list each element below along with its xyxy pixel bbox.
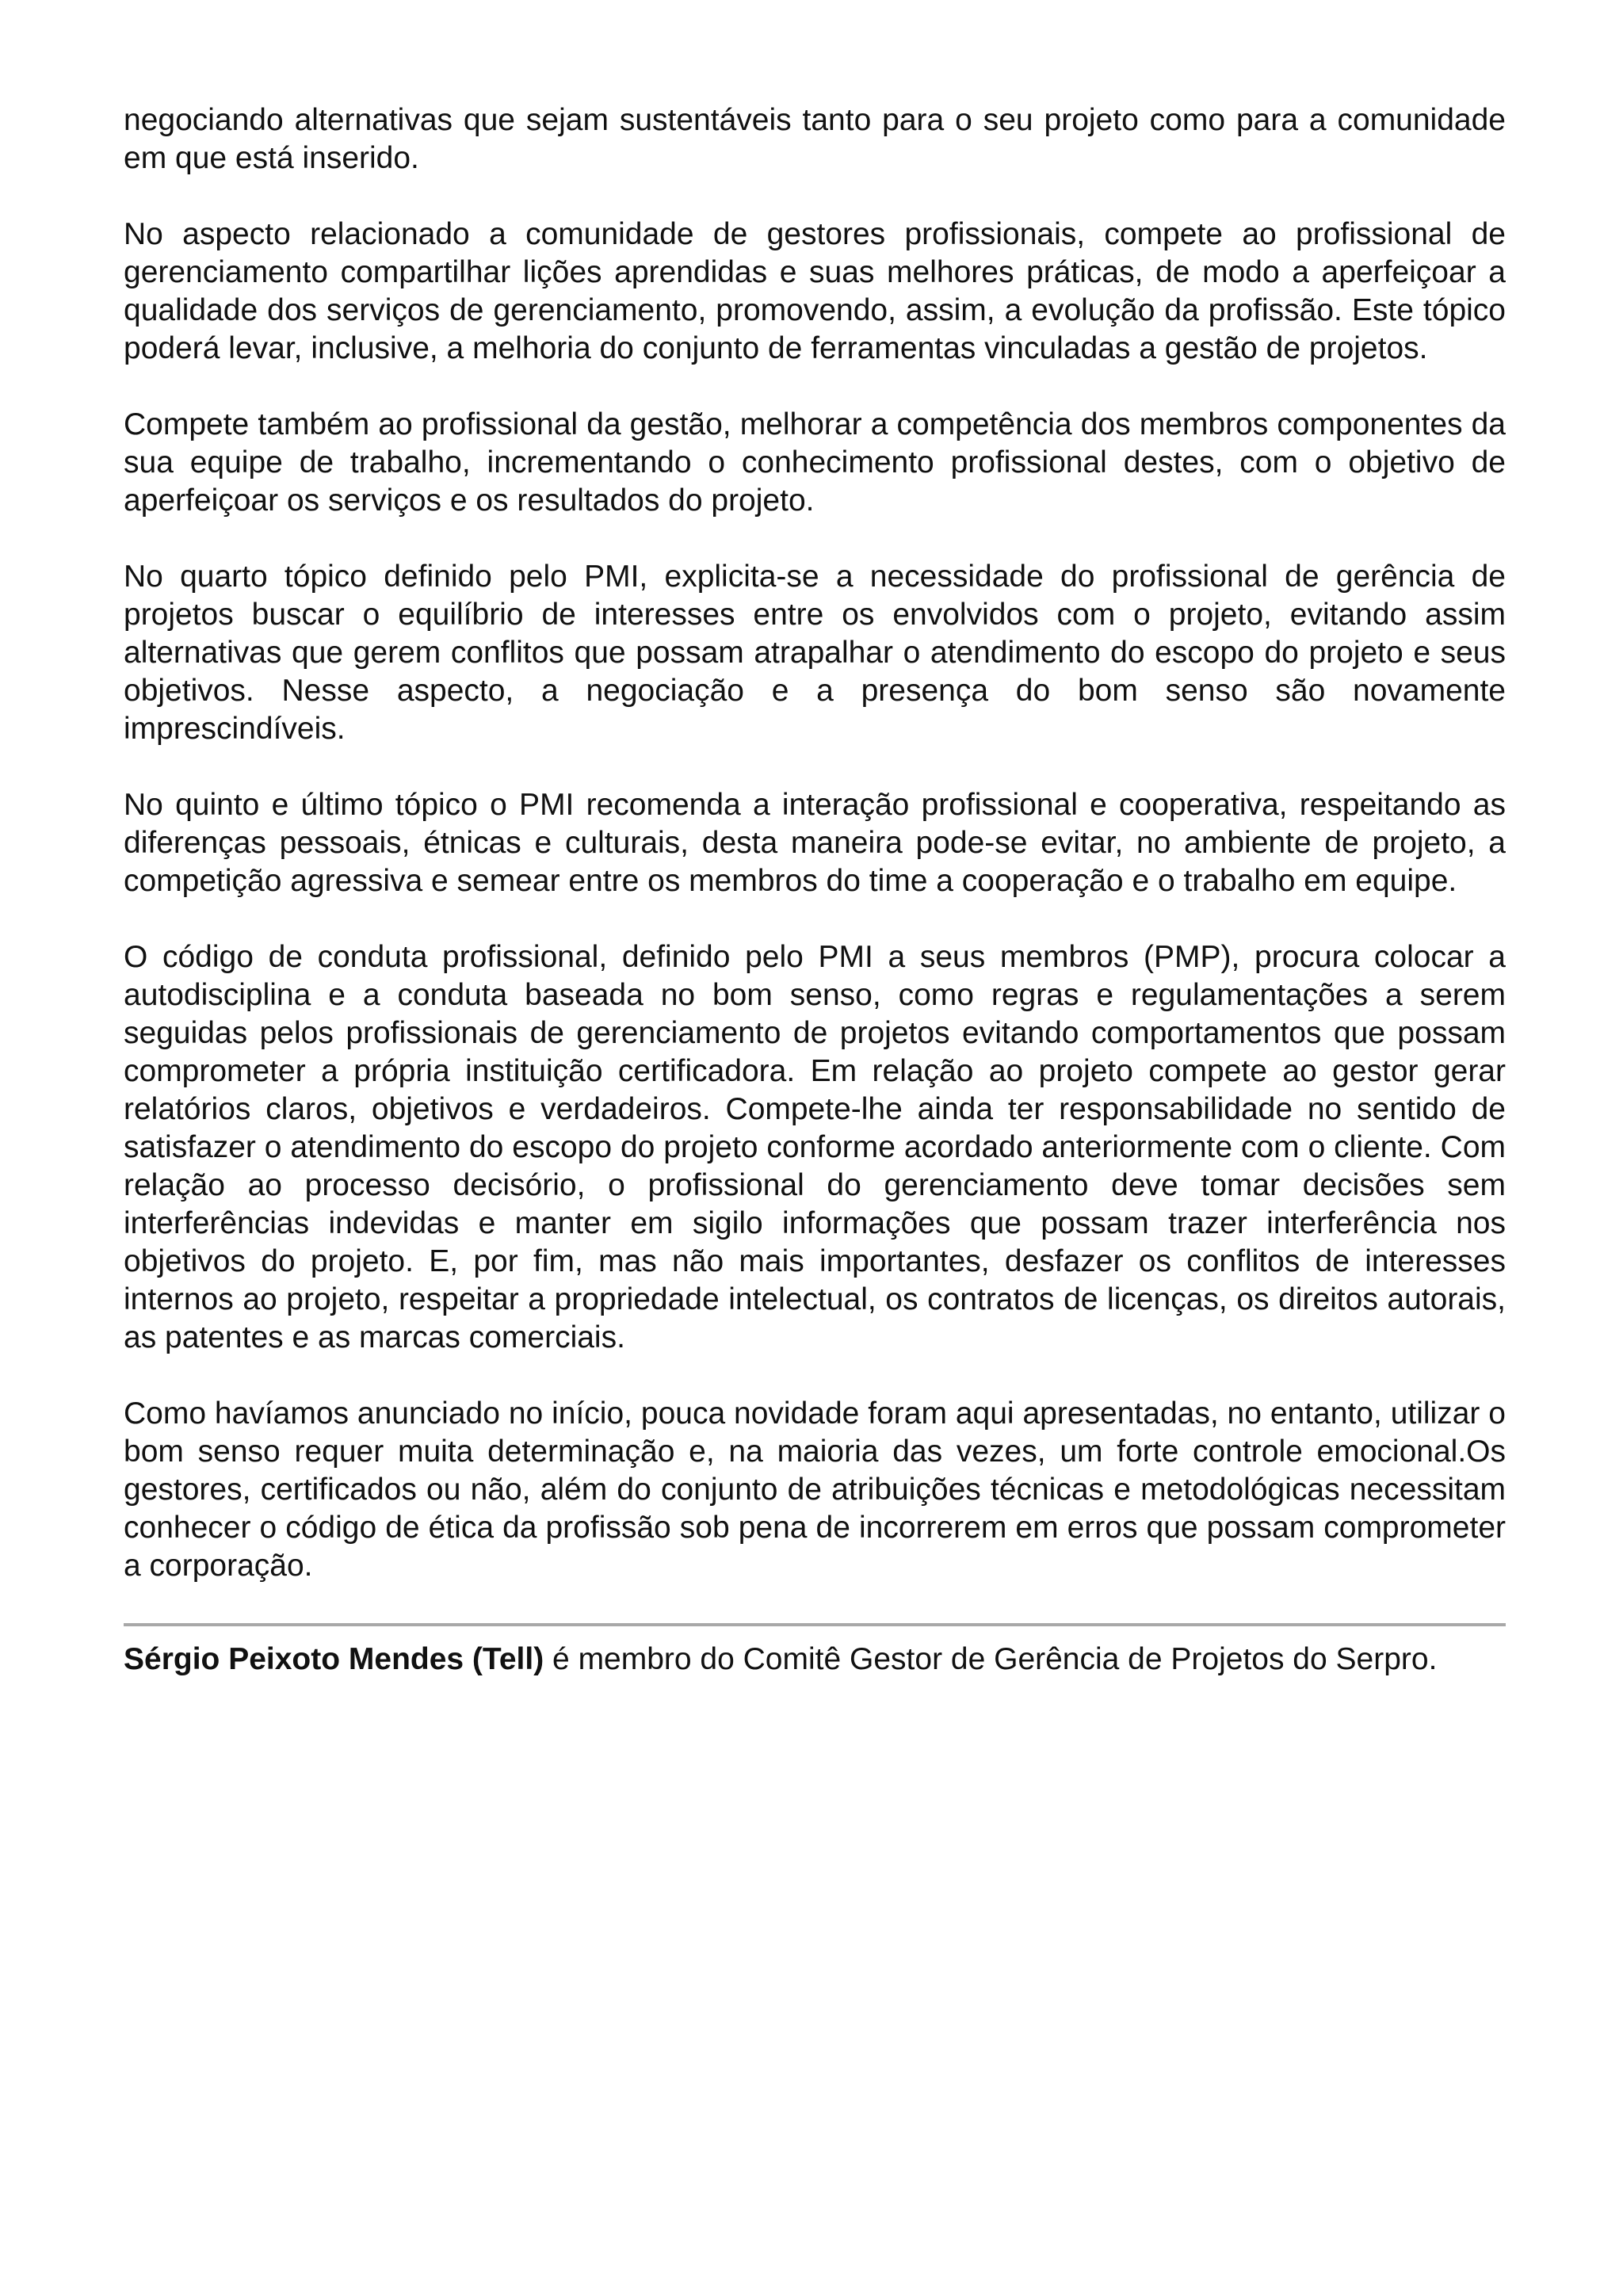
paragraph-continuation: negociando alternativas que sejam sustentáveis tanto para o seu projeto como para a comunidade em que está inserido. — [124, 103, 1506, 175]
paragraph-fourth-topic: No quarto tópico definido pelo PMI, explicita-se a necessidade do profissional de gerência de projetos buscar o equilíbrio de interesses entre os envolvidos com o projeto, evitando assim alternativas que gerem conflitos que possam atrapalhar o atendimento do escopo do projeto e seus objetivos. Nesse aspecto, a negociação e a presença do bom senso são novamente imprescindíveis. — [124, 560, 1506, 746]
author-bio: é membro do Comitê Gestor de Gerência de Projetos do Serpro. — [544, 1642, 1438, 1676]
document-page — [124, 101, 1506, 1679]
author-footer — [124, 1641, 1506, 1679]
paragraph-team-competence: Compete também ao profissional da gestão, melhorar a competência dos membros componentes da sua equipe de trabalho, incrementando o conhecimento profissional destes, com o objetivo de aperfeiçoar os serviços e os resultados do projeto. — [124, 407, 1506, 518]
paragraph-conclusion: Como havíamos anunciado no início, pouca novidade foram aqui apresentadas, no entanto, utilizar o bom senso requer muita determinação e, na maioria das vezes, um forte controle emocional.Os gestores, certificados ou não, além do conjunto de atribuições técnicas e metodológicas necessitam conhecer o código de ética da profissão sob pena de incorrerem em erros que possam comprometer a corporação. — [124, 1396, 1506, 1583]
author-name: Sérgio Peixoto Mendes (Tell) — [124, 1642, 544, 1676]
footer-divider — [124, 1623, 1506, 1626]
paragraph-professional-community: No aspecto relacionado a comunidade de gestores profissionais, compete ao profissional de gerenciamento compartilhar lições aprendidas e suas melhores práticas, de modo a aperfeiçoar a qualidade dos serviços de gerenciamento, promovendo, assim, a evolução da profissão. Este tópico poderá levar, inclusive, a melhoria do conjunto de ferramentas vinculadas a gestão de projetos. — [124, 217, 1506, 365]
paragraph-fifth-topic: No quinto e último tópico o PMI recomenda a interação profissional e cooperativa, respeitando as diferenças pessoais, étnicas e culturais, desta maneira pode-se evitar, no ambiente de projeto, a competição agressiva e semear entre os membros do time a cooperação e o trabalho em equipe. — [124, 788, 1506, 898]
paragraph-code-of-conduct: O código de conduta profissional, definido pelo PMI a seus membros (PMP), procura colocar a autodisciplina e a conduta baseada no bom senso, como regras e regulamentações a serem seguidas pelos profissionais de gerenciamento de projetos evitando comportamentos que possam comprometer a própria instituição certificadora. Em relação ao projeto compete ao gestor gerar relatórios claros, objetivos e verdadeiros. Compete-lhe ainda ter responsabilidade no sentido de satisfazer o atendimento do escopo do projeto conforme acordado anteriormente com o cliente. Com relação ao processo decisório, o profissional do gerenciamento deve tomar decisões sem interferências indevidas e manter em sigilo informações que possam trazer interferência nos objetivos do projeto. E, por fim, mas não mais importantes, desfazer os conflitos de interesses internos ao projeto, respeitar a propriedade intelectual, os contratos de licenças, os direitos autorais, as patentes e as marcas comerciais. — [124, 940, 1506, 1354]
